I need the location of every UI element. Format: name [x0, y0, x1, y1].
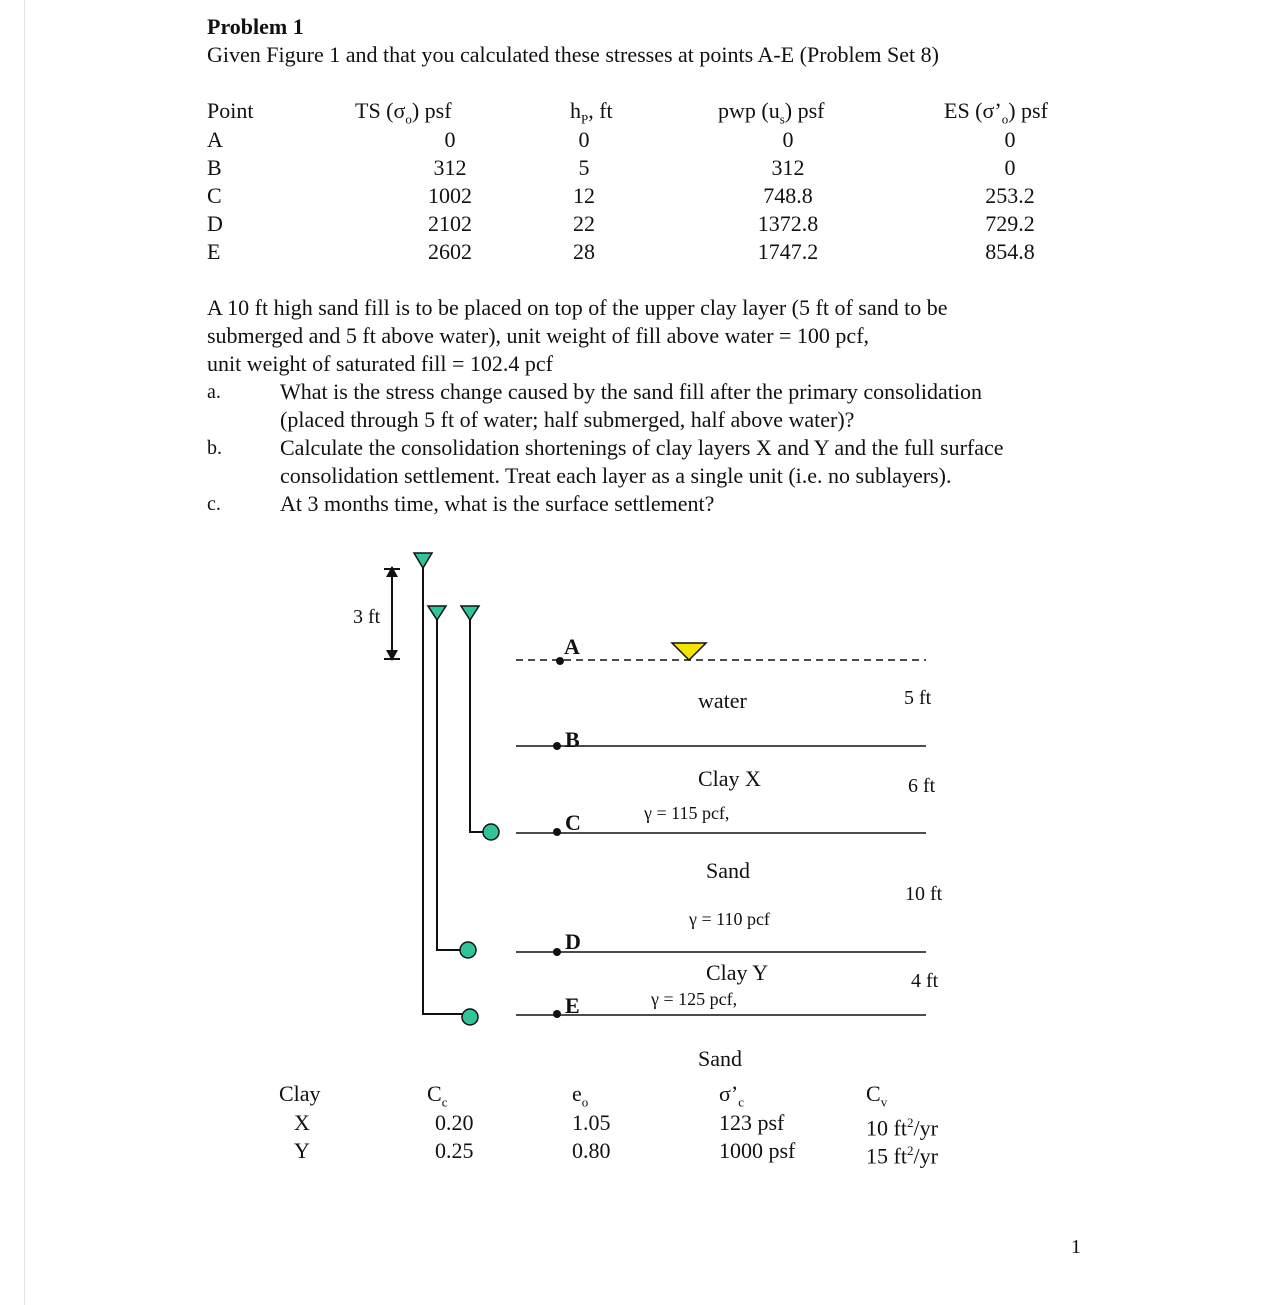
- page-number: 1: [1071, 1236, 1081, 1258]
- piezometer-c-tube: [470, 620, 483, 832]
- table-cell: 0: [782, 127, 794, 152]
- question-label-a: a.: [207, 381, 221, 403]
- table-cell: A: [207, 127, 223, 152]
- table-cell: 5: [578, 155, 590, 180]
- table-cell: 0: [1004, 155, 1016, 180]
- layer-clay-x-label: Clay X: [698, 766, 761, 791]
- layer-bottom-sand-label: Sand: [698, 1046, 742, 1071]
- layer-sand-label: Sand: [706, 858, 750, 883]
- point-e-marker: [553, 1010, 561, 1018]
- question-a-text: (placed through 5 ft of water; half submerged, half above water)?: [280, 407, 855, 432]
- problem-title: Problem 1: [207, 14, 304, 39]
- table-cell: 0.20: [435, 1110, 474, 1135]
- table-cell: 1002: [428, 183, 472, 208]
- layer-clay-y-label: Clay Y: [706, 960, 769, 985]
- point-d-label: D: [565, 929, 581, 954]
- table-cell: 1747.2: [757, 239, 819, 264]
- table-cell: 28: [573, 239, 595, 264]
- table-cell: E: [207, 239, 221, 264]
- layer-water-label: water: [698, 688, 747, 713]
- table-cell: Y: [294, 1138, 310, 1163]
- statement-line: submerged and 5 ft above water), unit weight of fill above water = 100 pcf,: [207, 323, 870, 348]
- point-c-marker: [553, 828, 561, 836]
- header-pwp: pwp $(u_s)$ psf: [718, 98, 825, 127]
- statement-line: unit weight of saturated fill = 102.4 pcf: [207, 351, 553, 376]
- clay-y-unit-weight: γ = 125 pcf,: [651, 989, 738, 1009]
- piezometer-level-d-icon: [428, 606, 446, 620]
- question-label-c: c.: [207, 493, 221, 515]
- header-es: ES $(\sigma’_o)$ psf: [944, 98, 1048, 127]
- clay-table-header-cc: $C_c$: [427, 1081, 448, 1110]
- piezometer-tip-c-icon: [483, 824, 499, 840]
- table-cell: 253.2: [985, 183, 1035, 208]
- table-cell: 312: [433, 155, 467, 180]
- sand-unit-weight: γ = 110 pcf: [689, 909, 770, 929]
- clay-column-cv: [866, 1109, 938, 1169]
- table-cell: C: [207, 183, 222, 208]
- table-cell: 0: [1004, 127, 1016, 152]
- table-cell: 15 $ft^2/yr$: [866, 1143, 938, 1169]
- table-cell: 0.25: [435, 1138, 474, 1163]
- sand-thickness: 10 ft: [905, 883, 943, 905]
- clay-column-eo: [572, 1109, 611, 1165]
- clay-table-header-clay: Clay: [279, 1081, 321, 1106]
- table-cell: 0: [578, 127, 590, 152]
- water-table-icon: [672, 643, 706, 660]
- question-label-b: b.: [207, 437, 222, 459]
- piezometer-tip-d-icon: [460, 942, 476, 958]
- dimension-3ft-label: 3 ft: [353, 606, 381, 628]
- table-cell: 12: [573, 183, 595, 208]
- question-b-text: consolidation settlement. Treat each layer as a single unit (i.e. no sublayers).: [280, 463, 952, 488]
- table-cell: D: [207, 211, 223, 236]
- table-cell: 10 $ft^2/yr$: [866, 1115, 938, 1141]
- clay-table-header-cv: $C_v$: [866, 1081, 888, 1110]
- table-cell: 0: [444, 127, 456, 152]
- header-ts: TS $(\sigma_o)$ psf: [355, 98, 452, 127]
- point-c-label: C: [565, 810, 581, 835]
- table-cell: 22: [573, 211, 595, 236]
- point-e-label: E: [565, 993, 580, 1018]
- water-thickness: 5 ft: [904, 687, 932, 709]
- question-a-text: What is the stress change caused by the sand fill after the primary consolidation: [280, 379, 982, 404]
- clay-column-preconsolidation: [719, 1109, 795, 1165]
- table-cell: 312: [771, 155, 805, 180]
- clay-column-name: [279, 1109, 325, 1165]
- header-hp: $h_P$, ft: [570, 98, 613, 127]
- piezometer-level-c-icon: [461, 606, 479, 620]
- table-cell: 2102: [428, 211, 472, 236]
- table-cell: 123 psf: [719, 1110, 785, 1135]
- piezometer-d-tube: [437, 620, 466, 950]
- point-a-marker: [556, 657, 564, 665]
- table-cell: 854.8: [985, 239, 1035, 264]
- point-a-label: A: [564, 634, 580, 659]
- piezometer-tip-e-icon: [462, 1009, 478, 1025]
- statement-line: A 10 ft high sand fill is to be placed on top of the upper clay layer (5 ft of sand to be: [207, 295, 948, 320]
- clay-x-thickness: 6 ft: [908, 775, 936, 797]
- question-c-text: At 3 months time, what is the surface settlement?: [280, 491, 715, 516]
- clay-y-thickness: 4 ft: [911, 970, 939, 992]
- question-b-text: Calculate the consolidation shortenings of clay layers X and Y and the full surface: [280, 435, 1004, 460]
- table-cell: 1000 psf: [719, 1138, 796, 1163]
- clay-x-unit-weight: γ = 115 pcf,: [644, 803, 730, 823]
- point-b-marker: [553, 742, 561, 750]
- table-cell: 729.2: [985, 211, 1035, 236]
- table-cell: B: [207, 155, 222, 180]
- table-cell: 1372.8: [757, 211, 819, 236]
- table-cell: X: [294, 1110, 310, 1135]
- table-cell: 0.80: [572, 1138, 611, 1163]
- table-cell: 1.05: [572, 1110, 611, 1135]
- table-cell: 748.8: [763, 183, 813, 208]
- point-b-label: B: [565, 727, 580, 752]
- clay-table-header-preconsolidation: $\sigma’_c$: [719, 1081, 744, 1110]
- clay-column-cc: [435, 1109, 474, 1165]
- header-point: Point: [207, 98, 254, 123]
- table-cell: 2602: [428, 239, 472, 264]
- problem-intro: Given Figure 1 and that you calculated these stresses at points A-E (Problem Set 8): [207, 42, 939, 67]
- point-d-marker: [553, 948, 561, 956]
- clay-table-header-eo: $e_o$: [572, 1081, 589, 1110]
- arrowhead-up-icon: [386, 566, 398, 577]
- piezometer-level-e-icon: [414, 553, 432, 568]
